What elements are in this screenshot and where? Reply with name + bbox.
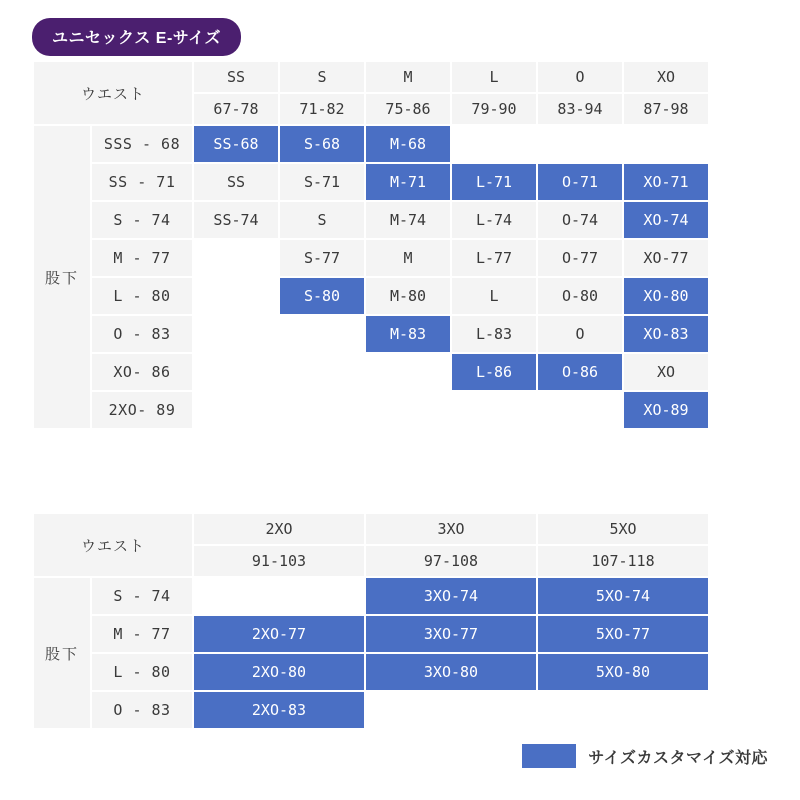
table-row <box>33 163 709 201</box>
size-cell-customizable: 2XO-77 <box>193 615 365 653</box>
size-cell: L-83 <box>451 315 537 353</box>
size-cell-blank <box>623 125 709 163</box>
size-table-2-row-label: O - 83 <box>91 691 193 729</box>
size-table-1-col-range: 87-98 <box>623 93 709 125</box>
size-cell-blank <box>193 353 279 391</box>
size-cell: S-71 <box>279 163 365 201</box>
size-cell-customizable: 5XO-74 <box>537 577 709 615</box>
size-table-1-row-label: M - 77 <box>91 239 193 277</box>
size-cell-customizable: 5XO-77 <box>537 615 709 653</box>
size-cell: M-80 <box>365 277 451 315</box>
size-table-2-col-range: 107-118 <box>537 545 709 577</box>
size-cell-customizable: 3XO-74 <box>365 577 537 615</box>
size-table-1-row-label: O - 83 <box>91 315 193 353</box>
table-row <box>33 277 709 315</box>
size-cell-customizable: XO-83 <box>623 315 709 353</box>
size-cell-blank <box>537 391 623 429</box>
size-table-1-col-size: SS <box>193 61 279 93</box>
size-cell-blank <box>193 315 279 353</box>
size-cell-customizable: XO-89 <box>623 391 709 429</box>
size-table-1-col-size: O <box>537 61 623 93</box>
size-cell-customizable: O-71 <box>537 163 623 201</box>
size-cell-blank <box>537 125 623 163</box>
table-row <box>33 353 709 391</box>
size-cell-customizable: XO-74 <box>623 201 709 239</box>
size-cell-customizable: M-68 <box>365 125 451 163</box>
size-table-1-col-size: XO <box>623 61 709 93</box>
size-cell: XO-77 <box>623 239 709 277</box>
size-cell: SS <box>193 163 279 201</box>
size-table-1-row-label: L - 80 <box>91 277 193 315</box>
size-table-1-wrapper <box>32 60 710 430</box>
size-table-1-col-range: 71-82 <box>279 93 365 125</box>
size-table-2-corner-waist-label: ウエスト <box>33 513 193 577</box>
size-table-1-corner-waist-label: ウエスト <box>33 61 193 125</box>
table-row <box>33 615 709 653</box>
size-cell-blank <box>279 391 365 429</box>
size-cell: L-74 <box>451 201 537 239</box>
size-cell-customizable: S-80 <box>279 277 365 315</box>
size-cell: L-77 <box>451 239 537 277</box>
size-table-1-side-inseam-label: 股下 <box>33 125 91 429</box>
size-cell-blank <box>451 125 537 163</box>
legend <box>522 744 768 768</box>
size-cell-customizable: SS-68 <box>193 125 279 163</box>
size-cell-customizable: M-71 <box>365 163 451 201</box>
legend-label: サイズカスタマイズ対応 <box>588 749 768 767</box>
size-table-1-col-range: 75-86 <box>365 93 451 125</box>
size-cell-customizable: L-86 <box>451 353 537 391</box>
size-cell-blank <box>365 353 451 391</box>
size-cell: SS-74 <box>193 201 279 239</box>
size-table-2-col-range: 91-103 <box>193 545 365 577</box>
size-table-1-col-range: 83-94 <box>537 93 623 125</box>
size-table-2-row-label: S - 74 <box>91 577 193 615</box>
size-cell-customizable: S-68 <box>279 125 365 163</box>
size-table-2-col-size: 3XO <box>365 513 537 545</box>
size-table-2 <box>32 512 710 730</box>
size-cell: M-74 <box>365 201 451 239</box>
page-title: ユニセックス E-サイズ <box>32 18 241 56</box>
size-cell-blank <box>365 691 537 729</box>
size-cell-customizable: 2XO-83 <box>193 691 365 729</box>
table-row <box>33 125 709 163</box>
legend-swatch-customizable <box>522 744 576 768</box>
size-table-2-header-sizes <box>33 513 709 545</box>
size-table-1-col-size: L <box>451 61 537 93</box>
size-cell-customizable: L-71 <box>451 163 537 201</box>
table-row <box>33 391 709 429</box>
size-cell: S <box>279 201 365 239</box>
size-cell: M <box>365 239 451 277</box>
table-row <box>33 577 709 615</box>
size-cell-blank <box>193 277 279 315</box>
size-table-1-row-label: S - 74 <box>91 201 193 239</box>
size-table-1-row-label: XO- 86 <box>91 353 193 391</box>
size-table-1-row-label: 2XO- 89 <box>91 391 193 429</box>
size-cell-customizable: O-86 <box>537 353 623 391</box>
size-cell-blank <box>451 391 537 429</box>
size-cell-customizable: 2XO-80 <box>193 653 365 691</box>
size-cell-blank <box>193 577 365 615</box>
size-table-1-col-range: 79-90 <box>451 93 537 125</box>
size-cell: L <box>451 277 537 315</box>
size-table-2-row-label: M - 77 <box>91 615 193 653</box>
size-table-1-row-label: SSS - 68 <box>91 125 193 163</box>
size-cell-customizable: 3XO-77 <box>365 615 537 653</box>
size-cell: O-74 <box>537 201 623 239</box>
table-row <box>33 653 709 691</box>
size-table-1-row-label: SS - 71 <box>91 163 193 201</box>
size-cell-blank <box>193 239 279 277</box>
table-row <box>33 691 709 729</box>
size-cell-blank <box>193 391 279 429</box>
size-cell: O-77 <box>537 239 623 277</box>
size-cell-customizable: M-83 <box>365 315 451 353</box>
size-table-1-header-sizes <box>33 61 709 93</box>
size-table-2-col-range: 97-108 <box>365 545 537 577</box>
size-cell-customizable: 5XO-80 <box>537 653 709 691</box>
size-table-2-side-inseam-label: 股下 <box>33 577 91 729</box>
size-cell: O-80 <box>537 277 623 315</box>
size-cell-blank <box>279 353 365 391</box>
size-table-2-col-size: 2XO <box>193 513 365 545</box>
size-table-2-col-size: 5XO <box>537 513 709 545</box>
size-table-1-col-size: S <box>279 61 365 93</box>
size-cell-blank <box>537 691 709 729</box>
size-cell-customizable: XO-80 <box>623 277 709 315</box>
size-cell-customizable: XO-71 <box>623 163 709 201</box>
size-cell: O <box>537 315 623 353</box>
table-row <box>33 239 709 277</box>
size-table-2-wrapper <box>32 512 710 730</box>
size-table-1-col-size: M <box>365 61 451 93</box>
table-row <box>33 315 709 353</box>
size-cell: XO <box>623 353 709 391</box>
size-table-2-row-label: L - 80 <box>91 653 193 691</box>
size-table-1 <box>32 60 710 430</box>
size-cell-customizable: 3XO-80 <box>365 653 537 691</box>
size-cell: S-77 <box>279 239 365 277</box>
size-cell-blank <box>279 315 365 353</box>
size-cell-blank <box>365 391 451 429</box>
size-table-1-col-range: 67-78 <box>193 93 279 125</box>
table-row <box>33 201 709 239</box>
